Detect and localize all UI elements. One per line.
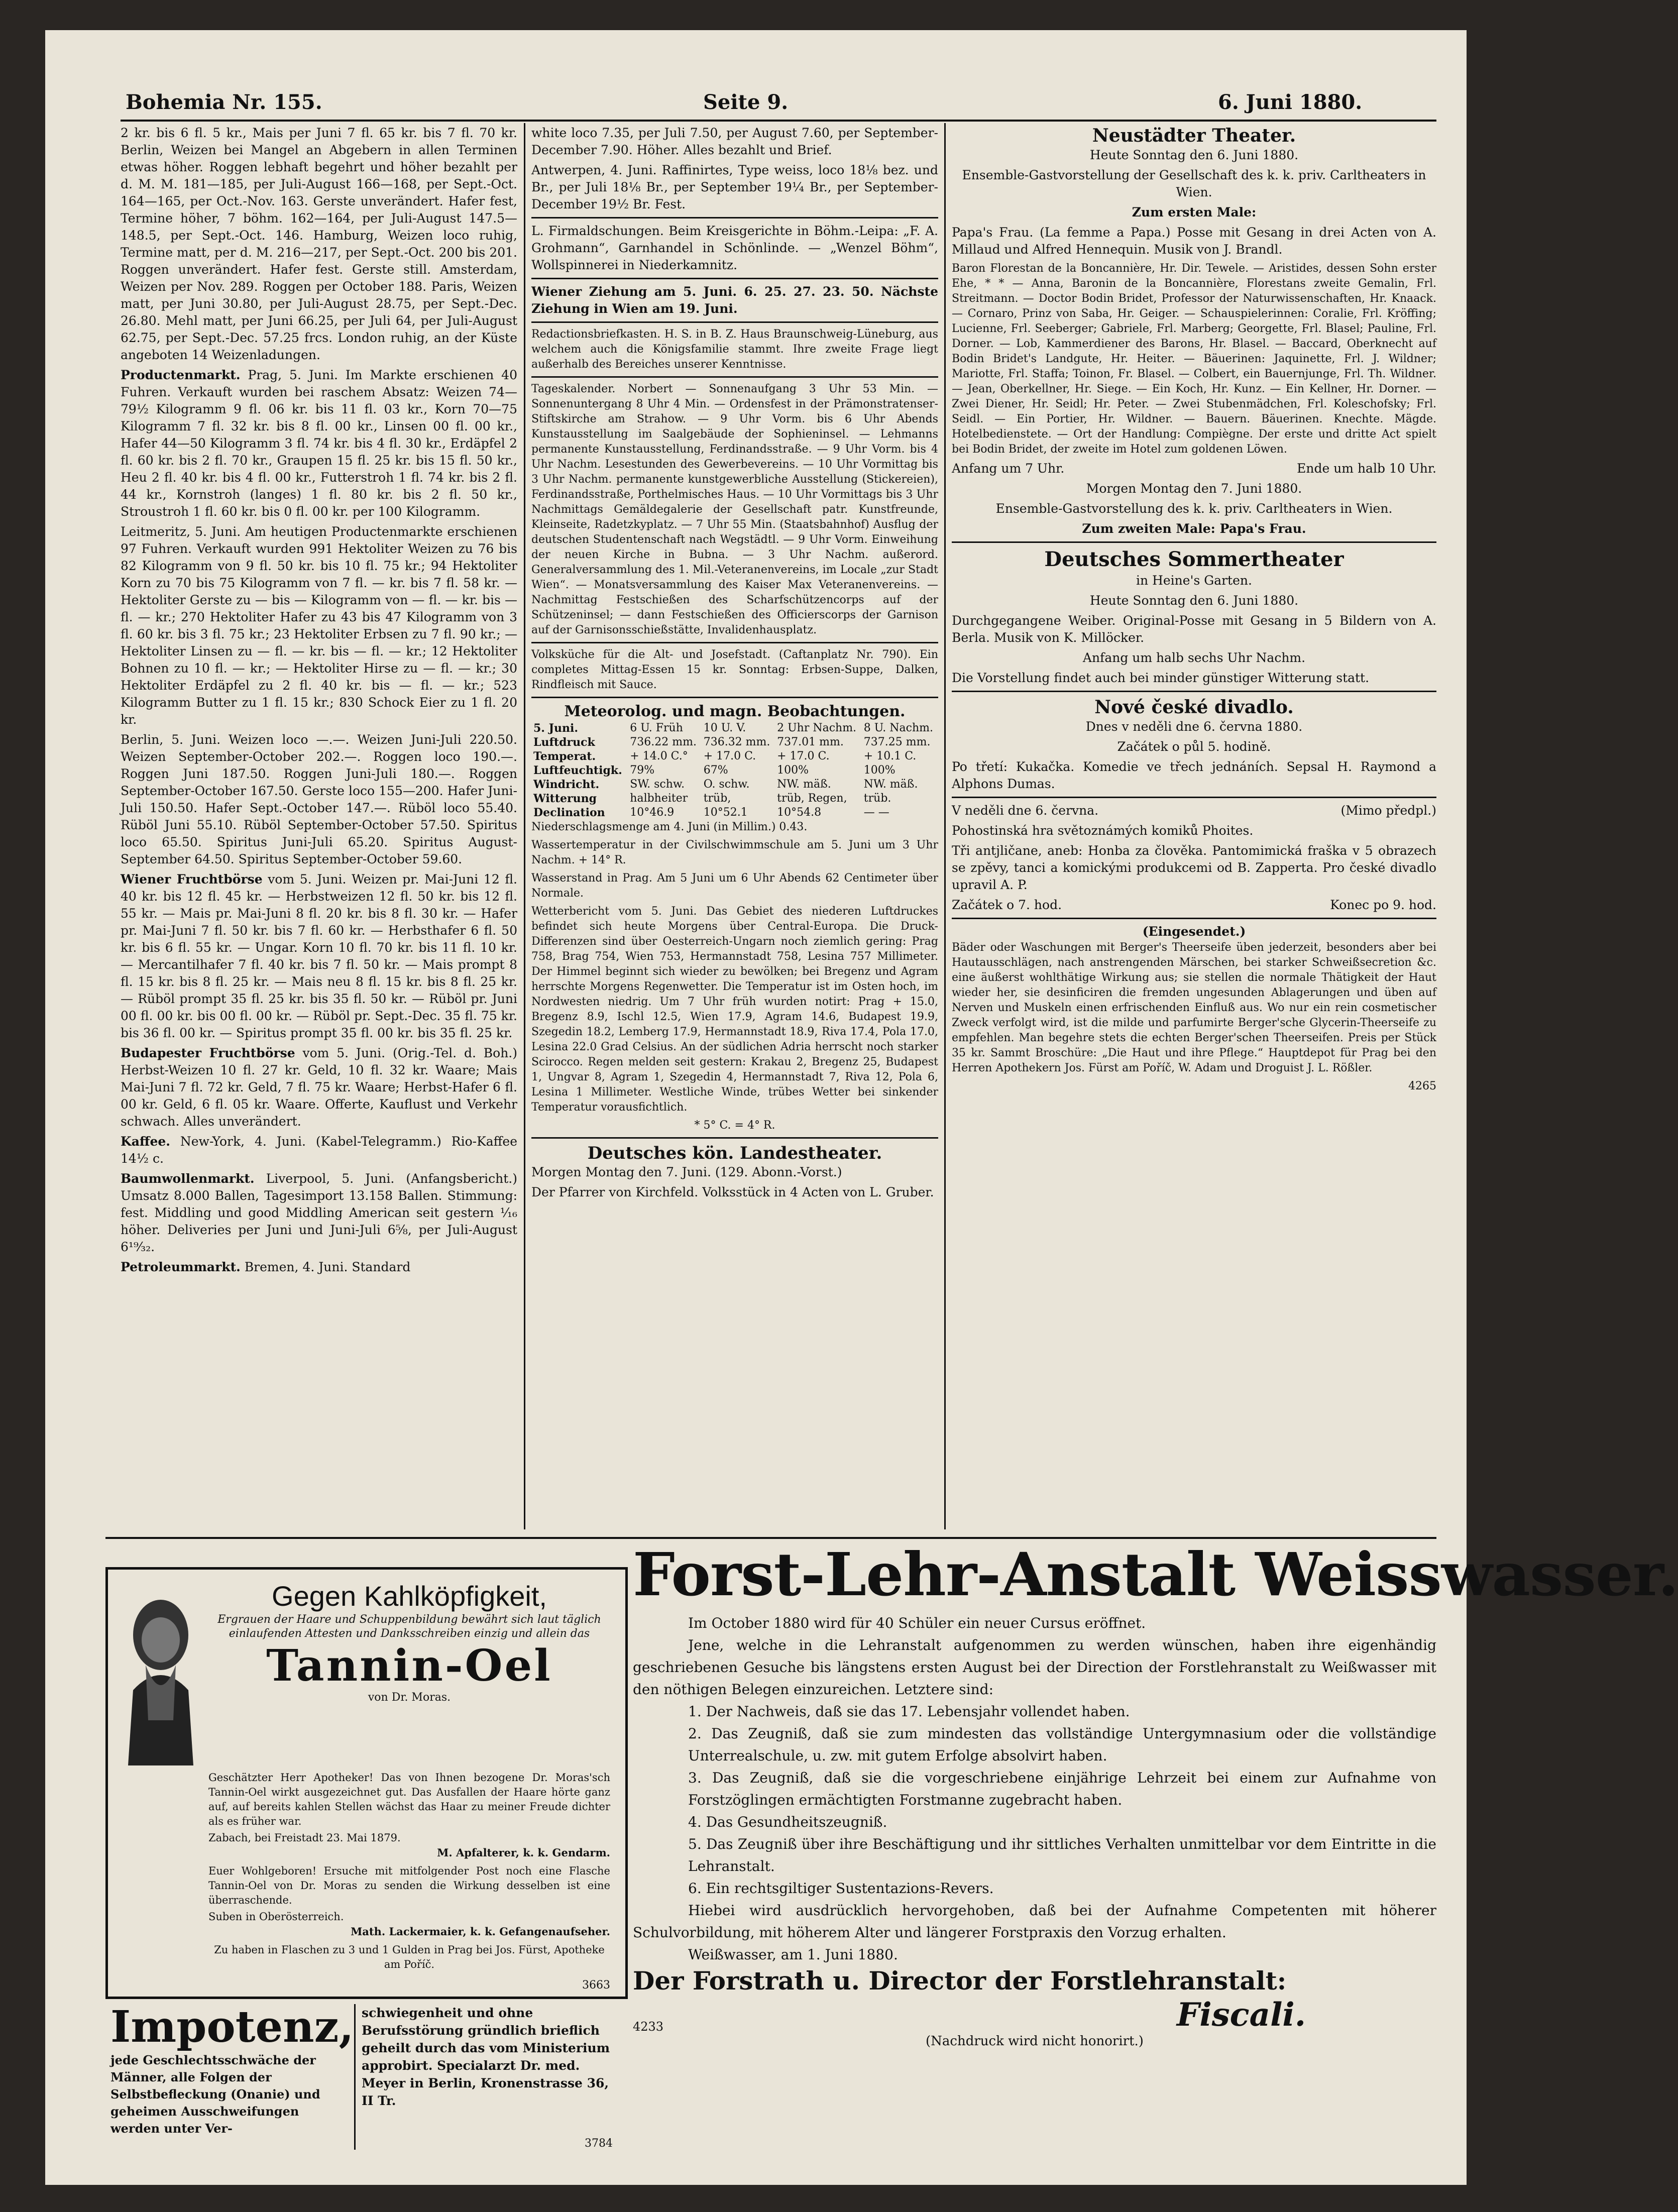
forst-signature-line: Der Forstrath u. Director der Forstlehranstalt:	[633, 1966, 1287, 1996]
editor-mailbox: Redactionsbriefkasten. H. S. in B. Z. Haus Braunschweig-Lüneburg, aus welchem auch die Königsfamilie stammt. Ihre zweite Frage liegt außerhalb des Bereiches unserer Kenntnisse.	[531, 328, 938, 371]
section-heading: Kaffee.	[121, 1134, 170, 1149]
theater-line: Ensemble-Gastvorstellung des k. k. priv. Carltheaters in Wien.	[995, 501, 1393, 516]
header-rule	[121, 120, 1436, 122]
theater-line: Heute Sonntag den 6. Juni 1880.	[1089, 148, 1299, 162]
meteo-cell: 736.22 mm.	[630, 736, 697, 748]
tannin-name: Tannin-Oel	[266, 1640, 552, 1691]
meteo-cell: + 17.0 C.	[777, 750, 830, 762]
article-text: 2 kr. bis 6 fl. 5 kr., Mais per Juni 7 fl. 65 kr. bis 7 fl. 70 kr. Berlin, Weizen bei Mangel an Abgebern in allen Terminen etwas höher. Roggen lebhaft begehrt und höher bezahlt per d. M. M. 181—185, per Juli-August 166—168, per Sept.-Oct. 164—165, per Oct.-Nov. 163. Gerste unverändert. Hafer fest, Termine höher, 7 böhm. 162—164, per Juli-August 147.5—148.5, per Sept.-Oct. 146. Hamburg, Weizen loco ruhig, Termine matt, per d. M. 216—217, per Sept.-Oct. 200 bis 201. Roggen unverändert. Hafer fest. Gerste still. Amsterdam, Weizen per Nov. 289. Roggen per October 188. Paris, Weizen matt, per Juni 30.80, per Juli-August 28.75, per Sept.-Dec. 26.80. Mehl matt, per Juni 66.25, per Juli 64, per Juli-August 62.75, per Sept.-Dec. 57.25 frcs. London ruhig, an der Küste angeboten 14 Weizenladungen.	[121, 126, 517, 362]
landestheater-line: Der Pfarrer von Kirchfeld. Volksstück in 4 Acten von L. Gruber.	[531, 1185, 934, 1199]
article-text: Liverpool, 5. Juni. (Anfangsbericht.) Umsatz 8.000 Ballen, Tagesimport 13.158 Ballen. Stimmung: fest. Middling und good Middling American seit gestern ⅟₁₆ höher. Deliveries per Juni und Juni-Juli 6⅝, per Juli-August 6¹⁹⁄₃₂.	[121, 1171, 517, 1254]
meteo-cell: 10°52.1	[703, 806, 748, 819]
meteo-row	[531, 792, 938, 806]
eingesendet-title: (Eingesendet.)	[1142, 924, 1246, 939]
section-heading: Baumwollenmarkt.	[121, 1171, 255, 1186]
theater-line: Die Vorstellung findet auch bei minder günstiger Witterung statt.	[952, 671, 1370, 685]
article-text: Antwerpen, 4. Juni. Raffinirtes, Type weiss, loco 18⅛ bez. und Br., per Juli 18⅛ Br., per September 19¼ Br., per September-December 19½ Br. Fest.	[531, 163, 938, 211]
meteo-cell: trüb.	[863, 792, 891, 805]
meteo-row	[531, 749, 938, 763]
meteo-cell: Witterung	[533, 792, 597, 805]
theater-line: Dnes v neděli dne 6. června 1880.	[1085, 719, 1303, 734]
meteo-cell: Temperat.	[533, 750, 596, 763]
theater-line: Zum ersten Male:	[1132, 205, 1257, 219]
cast-list: Baron Florestan de la Boncannière, Hr. Dir. Tewele. — Aristides, dessen Sohn erster Ehe, * * — Anna, Baronin de la Boncannière, Florestans zweite Gemalin, Frl. Streitmann. — Doctor Bodin Bridet, Professor der Naturwissenschaften, Hr. Knaack. — Cornaro, Prinz von Saba, Hr. Geiger. — Schauspielerinnen: Coralie, Frl. Kröffing; Lucienne, Frl. Seeberger; Gabriele, Frl. Marberg; Georgette, Frl. Blasel; Pauline, Frl. Dorner. — Lob, Kammerdiener des Barons, Hr. Blasel. — Baccard, Oberknecht auf Bodin Bridet's Landgute, Hr. Heiter. — Bäuerinen: Jaquinette, Frl. J. Wildner; Mariotte, Frl. Staffa; Toinon, Fr. Blasel. — Colbert, ein Bauernjunge, Frl. Th. Wildner. — Jean, Oberkellner, Hr. Siege. — Ein Koch, Hr. Kunz. — Ein Kellner, Hr. Dorner. — Zwei Diener, Hr. Seidl; Hr. Peter. — Zwei Stubenmädchen, Frl. Koleschofsky; Frl. Seidl. — Ein Portier, Hr. Wildner. — Bauern. Bäuerinen. Knechte. Mägde. Hotelbedienstete. — Ort der Handlung: Compiègne. Der erste und dritte Act spielt bei Bodin Bridet, der zweite im Hotel zum goldenen Löwen.	[952, 262, 1436, 456]
meteo-cell: Declination	[533, 806, 605, 819]
ad-number: 4233	[633, 2020, 664, 2034]
tannin-availability: Zu haben in Flaschen zu 3 und 1 Gulden in Prag bei Jos. Fürst, Apotheke am Poříč.	[214, 1944, 605, 1970]
ad-number: 3784	[585, 2137, 613, 2150]
meteo-cell: 100%	[863, 764, 896, 777]
divider	[531, 278, 938, 279]
theater-line: Morgen Montag den 7. Juni 1880.	[1086, 481, 1302, 496]
theater-line: Tři antjličane, aneb: Honba za člověka. Pantomimická fraška v 5 obrazech se zpěvy, tanci a komickými produkcemi od B. Zapperta. Pro české divadlo upravil A. P.	[952, 843, 1436, 892]
meteo-row	[531, 806, 938, 820]
page-header-right: 6. Juni 1880.	[1218, 90, 1363, 114]
article-text: Leitmeritz, 5. Juni. Am heutigen Productenmarkte erschienen 97 Fuhren. Verkauft wurden 991 Hektoliter Weizen zu 76 bis 82 Kilogramm von 9 fl. 50 kr. bis 10 fl. 75 kr.; 94 Hektoliter Korn zu 70 bis 75 Kilogramm von 7 fl. — kr. bis 7 fl. 58 kr. — Hektoliter Gerste zu — bis — Kilogramm von — fl. — kr. bis — fl. — kr.; 270 Hektoliter Hafer zu 43 bis 47 Kilogramm von 3 fl. 60 kr. bis 3 fl. 75 kr.; 23 Hektoliter Erbsen zu 7 fl. 90 kr.; — Hektoliter Linsen zu — fl. — kr. bis — fl. — kr.; 12 Hektoliter Bohnen zu 10 fl. — kr.; — Hektoliter Hirse zu — fl. — kr.; 30 Hektoliter Erdäpfel zu 2 fl. 40 kr. bis — fl. — kr.; 523 Kilogramm Butter zu 1 fl. 15 kr.; 830 Schock Eier zu 1 fl. 20 kr.	[121, 524, 517, 727]
forst-line: 2. Das Zeugniß, daß sie zum mindesten das vollständige Untergymnasium oder die vollständige Unterrealschule, u. zw. mit gutem Erfolge absolvirt haben.	[688, 1725, 1436, 1764]
meteo-cell: O. schw.	[703, 778, 750, 791]
forst-line: Jene, welche in die Lehranstalt aufgenommen zu werden wünschen, haben ihre eigenhändig geschriebenen Gesuche bis längstens ersten August bei der Direction der Forstlehranstalt zu Weißwasser mit den nöthigen Belegen einzureichen. Letztere sind:	[633, 1637, 1436, 1698]
ads-rule	[105, 1537, 1436, 1539]
divider	[531, 642, 938, 643]
divider	[531, 321, 938, 323]
forst-line: 3. Das Zeugniß, daß sie die vorgeschriebene einjährige Lehrzeit bei einem zur Aufnahme von Forstzöglingen ermächtigten Forstmanne zugebracht haben.	[688, 1769, 1436, 1808]
meteo-row	[531, 735, 938, 749]
testimonial: Euer Wohlgeboren! Ersuche mit mitfolgender Post noch eine Flasche Tannin-Oel von Dr. Moras zu senden die Wirkung desselben ist eine überraschende.	[208, 1865, 610, 1906]
article-text: vom 5. Juni. Weizen pr. Mai-Juni 12 fl. 40 kr. bis 12 fl. 45 kr. — Herbstweizen 12 fl. 50 kr. bis 12 fl. 55 kr. — Mais pr. Mai-Juni 8 fl. 20 kr. bis 8 fl. 30 kr. — Hafer pr. Mai-Juni 7 fl. 50 kr. bis 7 fl. 60 kr. — Herbsthafer 6 fl. 50 kr. bis 6 fl. 55 kr. — Ungar. Korn 10 fl. 70 kr. bis 11 fl. 10 kr. — Mercantilhafer 7 fl. 40 kr. bis 7 fl. 50 kr. — Mais prompt 8 fl. 15 kr. bis 8 fl. 25 kr. — Mais neu 8 fl. 15 kr. bis 8 fl. 25 kr. — Rüböl prompt 35 fl. 25 kr. bis 35 fl. 50 kr. — Rüböl pr. Juni 00 fl. 00 kr. bis 00 fl. 00 kr. — Rüböl pr. Sept.-Dec. 35 fl. 75 kr. bis 36 fl. 00 kr. — Spiritus prompt 35 fl. 00 kr. bis 35 fl. 25 kr.	[121, 872, 517, 1040]
forst-line: Weißwasser, am 1. Juni 1880.	[688, 1946, 898, 1963]
theater-line: Ensemble-Gastvorstellung der Gesellschaft des k. k. priv. Carltheaters in Wien.	[962, 168, 1426, 199]
meteo-cell: Luftfeuchtigk.	[533, 764, 622, 777]
impotenz-right: schwiegenheit und ohne Berufsstörung gründlich brieflich geheilt durch das vom Ministerium approbirt. Specialarzt Dr. med. Meyer in Berlin, Kronenstrasse 36, II Tr.	[362, 2006, 610, 2108]
meteo-title: Meteorolog. und magn. Beobachtungen.	[564, 703, 906, 720]
divider	[952, 541, 1436, 543]
soup-kitchen-notice: Volksküche für die Alt- und Josefstadt. (Caftanplatz Nr. 790). Ein completes Mittag-Essen 15 kr. Sonntag: Erbsen-Suppe, Dalken, Rindfleisch mit Sauce.	[531, 648, 938, 691]
theater-line: Anfang um halb sechs Uhr Nachm.	[1082, 650, 1306, 665]
meteo-cell: trüb,	[703, 792, 731, 805]
testimonial-place: Zabach, bei Freistadt 23. Mai 1879.	[208, 1832, 401, 1844]
meteo-cell: Luftdruck	[533, 736, 595, 749]
water-temperature: Wassertemperatur in der Civilschwimmschule am 5. Juni um 3 Uhr Nachm. + 14° R.	[531, 839, 938, 866]
theater-line: Začátek o 7. hod.	[952, 898, 1062, 912]
section-heading: Productenmarkt.	[121, 368, 241, 382]
testimonial: Geschätzter Herr Apotheker! Das von Ihnen bezogene Dr. Moras'sch Tannin-Oel wirkt ausgezeichnet gut. Das Ausfallen der Haare hörte ganz auf, auf bereits kahlen Stellen wächst das Haar zu meiner Freude dichter als es früher war.	[208, 1772, 610, 1827]
column-rule	[354, 2004, 356, 2150]
meteo-cell: + 14.0 C.°	[630, 750, 688, 762]
theater-line: V neděli dne 6. června.	[952, 803, 1099, 818]
meteo-cell: Windricht.	[533, 778, 600, 791]
landestheater-line: Morgen Montag den 7. Juni. (129. Abonn.-Vorst.)	[531, 1165, 842, 1179]
theater-line: Papa's Frau. (La femme a Papa.) Posse mit Gesang in drei Acten von A. Millaud und Alfred Hennequin. Musik von J. Brandl.	[952, 225, 1436, 257]
meteo-cell: 737.25 mm.	[863, 736, 931, 748]
section-heading: Budapester Fruchtbörse	[121, 1046, 295, 1060]
meteo-cell: 67%	[703, 764, 728, 777]
divider	[531, 217, 938, 218]
portrait-icon	[123, 1590, 198, 1771]
precipitation: Niederschlagsmenge am 4. Juni (in Millim.) 0.43.	[531, 821, 808, 833]
page-header-center: Seite 9.	[703, 90, 789, 114]
impotenz-left: jede Geschlechtsschwäche der Männer, alle Folgen der Selbstbefleckung (Onanie) und geheimen Ausschweifungen werden unter Ver-	[110, 2053, 320, 2136]
newspaper-page	[45, 30, 1678, 2185]
tannin-ad	[105, 1567, 628, 1999]
forst-line: 4. Das Gesundheitszeugniß.	[688, 1814, 887, 1830]
meteo-cell: 737.01 mm.	[777, 736, 844, 748]
divider	[952, 797, 1436, 798]
forst-line: Im October 1880 wird für 40 Schüler ein neuer Cursus eröffnet.	[688, 1615, 1146, 1631]
tannin-title: Gegen Kahlköpfigkeit,	[272, 1580, 547, 1612]
testimonial-signer: M. Apfalterer, k. k. Gendarm.	[437, 1846, 610, 1859]
theater-line: Po třetí: Kukačka. Komedie ve třech jednáních. Sepsal H. Raymond a Alphons Dumas.	[952, 759, 1436, 791]
landestheater-title: Deutsches kön. Landestheater.	[587, 1143, 882, 1163]
page-header-left: Bohemia Nr. 155.	[126, 90, 322, 114]
theater-line: Durchgegangene Weiber. Original-Posse mit Gesang in 5 Bildern von A. Berla. Musik von K. Millöcker.	[952, 613, 1436, 645]
meteo-cell: 6 U. Früh	[630, 722, 683, 734]
testimonial-place: Suben in Oberösterreich.	[208, 1911, 344, 1923]
forst-line: 6. Ein rechtsgiltiger Sustentazions-Revers.	[688, 1880, 994, 1897]
theater-line: Heute Sonntag den 6. Juni 1880.	[1089, 593, 1299, 608]
divider	[531, 697, 938, 698]
theater-line: (Mimo předpl.)	[1340, 803, 1436, 818]
meteo-cell: 10°54.8	[777, 806, 822, 819]
testimonial-signer: Math. Lackermaier, k. k. Gefangenaufseher.	[351, 1925, 610, 1938]
footnote: * 5° C. = 4° R.	[694, 1119, 775, 1132]
meteo-cell: SW. schw.	[630, 778, 685, 791]
tannin-sub: Ergrauen der Haare und Schuppenbildung bewährt sich laut täglich einlaufenden Attesten und Danksschreiben einzig und allein das	[217, 1613, 601, 1640]
meteo-cell: — —	[863, 806, 889, 819]
meteo-cell: trüb, Regen,	[777, 792, 847, 805]
divider	[531, 376, 938, 378]
sommertheater-title: Deutsches Sommertheater	[1044, 547, 1344, 571]
column-theater	[952, 125, 1436, 1531]
divider	[531, 1137, 938, 1139]
meteo-row	[531, 778, 938, 792]
article-text: Bremen, 4. Juni. Standard	[244, 1260, 411, 1274]
meteo-cell: 10 U. V.	[703, 722, 746, 734]
eingesendet-text: Bäder oder Waschungen mit Berger's Theerseife üben jederzeit, besonders aber bei Hautausschlägen, nach anstrengenden Märschen, bei starker Schweißsecretion &c. eine äußerst wohlthätige Wirkung aus; sie stellen die normale Thätigkeit der Haut wieder her, sie desinficiren die fremden ungesunden Ablagerungen und üben auf Nerven und Muskeln einen erfrischenden Einfluß aus. Wo nur ein rein cosmetischer Zweck verfolgt wird, ist die milde und parfumirte Berger'sche Glycerin-Theerseife zu empfehlen. Man begehre stets die echten Berger'schen Theerseifen. Preis per Stück 35 kr. Sammt Broschüre: „Die Haut und ihre Pflege.“ Hauptdepot für Prag bei den Herren Apothekern Jos. Fürst am Poříč, W. Adam und Droguist J. L. Rößler.	[952, 941, 1436, 1074]
meteo-cell: 100%	[777, 764, 809, 777]
article-text: Prag, 5. Juni. Im Markte erschienen 40 Fuhren. Verkauft wurden bei raschem Absatz: Weizen 74—79½ Kilogramm 9 fl. 06 kr. bis 11 fl. 03 kr., Korn 70—75 Kilogramm 7 fl. 32 kr. bis 8 fl. 00 kr., Linsen 00 fl. 00 kr., Hafer 44—50 Kilogramm 3 fl. 74 kr. bis 4 fl. 30 kr., Erdäpfel 2 fl. 60 kr. bis 2 fl. 70 kr., Graupen 15 fl. 25 kr. bis 15 fl. 50 kr., Heu 2 fl. 40 kr. bis 4 fl. 00 kr., Futterstroh 1 fl. 74 kr. bis 2 fl. 44 kr., Kornstroh (langes) 1 fl. 80 kr. bis 2 fl. 50 kr., Stroustroh 1 fl. 60 kr. bis 0 fl. 00 kr. per 100 Kilogramm.	[121, 368, 517, 519]
meteo-table	[531, 721, 938, 820]
impotenz-title: Impotenz,	[110, 2002, 354, 2052]
daily-calendar: Tageskalender. Norbert — Sonnenaufgang 3 Uhr 53 Min. — Sonnenuntergang 8 Uhr 4 Min. — Ordensfest in der Prämonstratenser-Stiftskirche am Strahow. — 9 Uhr Vorm. bis 6 Uhr Abends Kunstausstellung im Saalgebäude der Sophieninsel. — Lehmanns permanente Kunstausstellung, Ferdinandsstraße. — 9 Uhr Vorm. bis 4 Uhr Nachm. Lesestunden des Gewerbevereins. — 10 Uhr Vormittag bis 3 Uhr Nachm. permanente kunstgewerbliche Ausstellung (Stickereien), Ferdinandsstraße, Porthelmisches Haus. — 10 Uhr Vormittags bis 3 Uhr Nachmittags Gemäldegalerie der Gesellschaft patr. Kunstfreunde, Kleinseite, Radetzkyplatz. — 7 Uhr 55 Min. (Staatsbahnhof) Ausflug der deutschen Studentenschaft nach Wegstädtl. — 9 Uhr Vorm. Einweihung der neuen Kirche in Bubna. — 3 Uhr Nachm. außerord. Generalversammlung des 1. Mil.-Veteranenvereins, im Locale „zur Stadt Wien“. — Monatsversammlung des Kaiser Max Veteranenvereins. — Nachmittag Festschießen des Scharfschützencorps auf der Schützeninsel; — dann Festschießen des Officierscorps der Garnison auf der Garnisonsschießstätte, Invalidenhausplatz.	[531, 383, 938, 636]
article-text: Berlin, 5. Juni. Weizen loco —.—. Weizen Juni-Juli 220.50. Weizen September-October 202.—. Roggen loco 190.—. Roggen Juni 187.50. Roggen Juni-Juli 180.—. Roggen September-October 167.50. Gerste loco 155—200. Hafer Juni-Juli 150.50. Hafer Sept.-October 147.—. Rüböl loco 55.40. Rüböl Juni 55.10. Rüböl September-October 57.50. Spiritus loco 65.50. Spiritus Juni-Juli 65.20. Spiritus August-September 64.50. Spiritus September-October 59.60.	[121, 732, 517, 866]
meteo-cell: 2 Uhr Nachm.	[777, 722, 857, 734]
column-rule	[524, 123, 525, 1529]
lottery-draw: Wiener Ziehung am 5. Juni. 6. 25. 27. 23. 50. Nächste Ziehung in Wien am 19. Juni.	[531, 284, 938, 316]
forst-line: 5. Das Zeugniß über ihre Beschäftigung und ihr sittliches Verhalten unmittelbar vor dem Eintritte in die Lehranstalt.	[688, 1836, 1436, 1874]
article-text: white loco 7.35, per Juli 7.50, per August 7.60, per September-December 7.90. Höher. Alles bezahlt und Brief.	[531, 126, 938, 157]
meteo-cell: 736.32 mm.	[703, 736, 770, 748]
theater-end: Ende um halb 10 Uhr.	[1297, 461, 1436, 476]
meteo-cell: 10°46.9	[630, 806, 675, 819]
divider	[952, 691, 1436, 692]
column-rule	[944, 123, 946, 1529]
forst-ad	[633, 1539, 1678, 2160]
theater-start: Anfang um 7 Uhr.	[952, 461, 1065, 476]
forst-title: Forst-Lehr-Anstalt Weisswasser.	[633, 1539, 1678, 1609]
firm-notice: L. Firmaldschungen. Beim Kreisgerichte in Böhm.-Leipa: „F. A. Grohmann“, Garnhandel in Schönlinde. — „Wenzel Böhm“, Wollspinnerei in Niederkamnitz.	[531, 224, 938, 272]
forst-line: 1. Der Nachweis, daß sie das 17. Lebensjahr vollendet haben.	[688, 1703, 1130, 1720]
section-heading: Petroleummarkt.	[121, 1260, 241, 1274]
forst-signature-name: Fiscali.	[1176, 1996, 1306, 2034]
theater-line: in Heine's Garten.	[1136, 573, 1252, 588]
tannin-von: von Dr. Moras.	[368, 1691, 451, 1704]
divider	[952, 918, 1436, 919]
meteo-cell: + 17.0 C.	[703, 750, 756, 762]
meteo-cell: halbheiter	[630, 792, 688, 805]
meteo-cell: NW. mäß.	[863, 778, 918, 791]
meteo-cell: + 10.1 C.	[863, 750, 917, 762]
meteo-cell: 5. Juni.	[533, 722, 579, 735]
meteo-header-row	[531, 721, 938, 735]
weather-report: Wetterbericht vom 5. Juni. Das Gebiet des niederen Luftdruckes befindet sich heute Morgens über Central-Europa. Die Druck-Differenzen sind über Oesterreich-Ungarn noch ziemlich gering: Prag 758, Brag 754, Wien 753, Hermannstadt 758, Lesina 757 Millimeter. Der Himmel beginnt sich wieder zu bewölken; bei Bregenz und Agram herrschte Morgens Regenwetter. Die Temperatur ist im Osten hoch, im Nordwesten niedrig. Um 7 Uhr früh wurden notirt: Prag + 15.0, Bregenz 8.9, Ischl 12.5, Wien 17.9, Agram 14.6, Budapest 19.9, Szegedin 18.2, Lemberg 17.9, Hermannstadt 18.9, Riva 17.4, Pola 17.0, Lesina 22.0 Grad Celsius. An der südlichen Adria herrscht noch starker Scirocco. Regen melden seit gestern: Krakau 2, Bregenz 25, Budapest 1, Ungvar 8, Agram 1, Szegedin 4, Hermannstadt 7, Riva 12, Pola 6, Lesina 1 Millimeter. Westliche Winde, trübes Wetter bei sinkender Temperatur vorausfichtlich.	[531, 905, 938, 1114]
ad-number: 3663	[582, 1979, 610, 1992]
meteo-cell: 8 U. Nachm.	[863, 722, 934, 734]
forst-line: Hiebei wird ausdrücklich hervorgehoben, daß bei der Aufnahme Competenten mit höherer Schulvorbildung, mit höherem Alter und längerer Forstpraxis den Vorzug erhalten.	[633, 1902, 1436, 1941]
neustaedter-title: Neustädter Theater.	[1092, 125, 1296, 146]
meteo-cell: 79%	[630, 764, 655, 777]
theater-line: Začátek o půl 5. hodině.	[1117, 739, 1271, 754]
column-local-news	[531, 125, 938, 1531]
nove-divadlo-title: Nové české divadlo.	[1094, 697, 1294, 718]
article-text: New-York, 4. Juni. (Kabel-Telegramm.) Rio-Kaffee 14½ c.	[121, 1134, 517, 1166]
forst-body	[633, 1612, 1436, 1966]
column-market-reports	[121, 125, 517, 1531]
impotenz-ad	[105, 2004, 623, 2155]
theater-line: Zum zweiten Male: Papa's Frau.	[1082, 521, 1306, 536]
theater-line: Konec po 9. hod.	[1330, 898, 1436, 912]
nachdruck-notice: (Nachdruck wird nicht honorirt.)	[926, 2034, 1144, 2049]
water-level: Wasserstand in Prag. Am 5 Juni um 6 Uhr Abends 62 Centimeter über Normale.	[531, 872, 938, 900]
meteo-cell: NW. mäß.	[777, 778, 831, 791]
theater-line: Pohostinská hra světoznámých komiků Phoites.	[952, 823, 1254, 838]
section-heading: Wiener Fruchtbörse	[121, 872, 263, 887]
meteo-row	[531, 763, 938, 778]
article-text: vom 5. Juni. (Orig.-Tel. d. Boh.) Herbst-Weizen 10 fl. 27 kr. Geld, 10 fl. 32 kr. Waare; Mais Mai-Juni 7 fl. 72 kr. Geld, 7 fl. 75 kr. Waare; Herbst-Hafer 6 fl. 00 kr. Geld, 6 fl. 05 kr. Waare. Offerte, Kauflust und Verkehr schwach. Alles unverändert.	[121, 1046, 518, 1129]
ad-number: 4265	[1408, 1080, 1436, 1092]
